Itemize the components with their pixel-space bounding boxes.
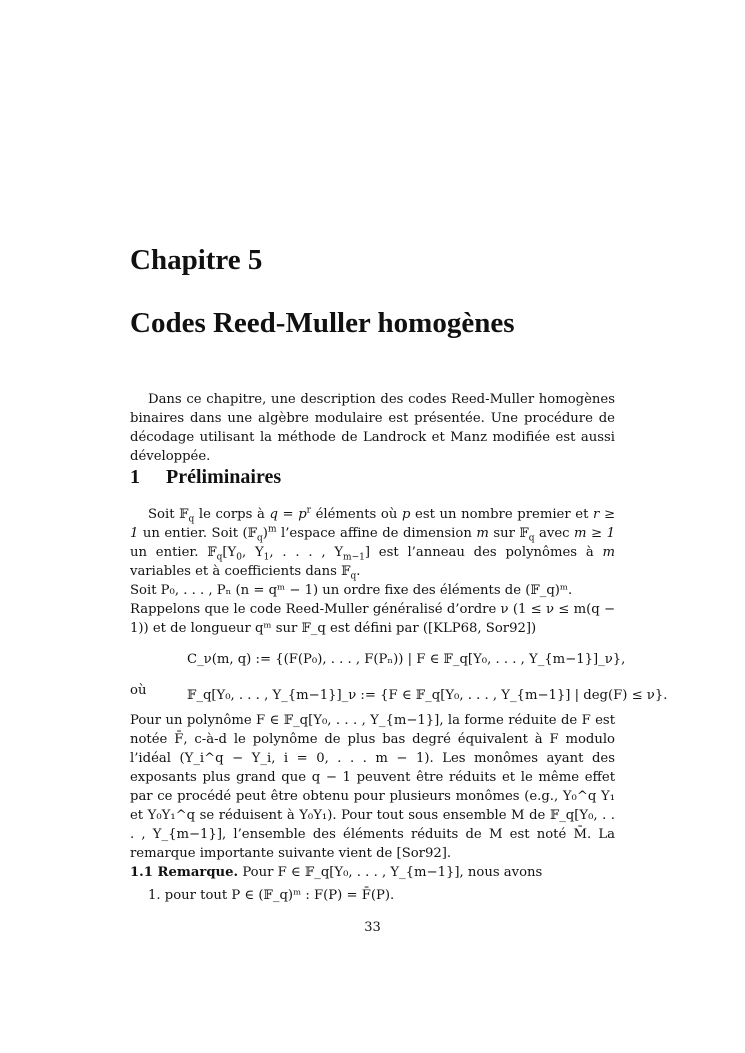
p1-seg: ): [262, 526, 268, 541]
chapter-number: Chapitre 5: [130, 244, 263, 276]
p1-seg: r: [306, 505, 311, 516]
list-item: 1. pour tout P ∈ (𝔽_q)ᵐ : F(P) = F̄(P).: [148, 888, 395, 903]
p1-seg: q: [188, 514, 195, 525]
p1-seg: q: [216, 552, 223, 563]
p1-seg: q: [257, 533, 263, 544]
p1-seg: 0: [236, 552, 242, 563]
p1-seg: m ≥ 1: [574, 526, 615, 541]
paragraph-3: Rappelons que le code Reed-Muller généralisé d’ordre ν (1 ≤ ν ≤ m(q − 1)) et de longueur qᵐ sur 𝔽_q est défini par ([KLP68, Sor92]): [130, 602, 615, 636]
paragraph-2: Soit P₀, . . . , Pₙ (n = qᵐ − 1) un ordre fixe des éléments de (𝔽_q)ᵐ.: [130, 583, 573, 598]
section-number: 1: [130, 466, 140, 488]
p1-seg: m: [267, 524, 277, 535]
p1-seg: 1: [263, 552, 270, 563]
equation-1: C_ν(m, q) := {(F(P₀), . . . , F(Pₙ)) | F ∈ 𝔽_q[Y₀, . . . , Y_{m−1}]_ν},: [187, 652, 626, 667]
p1-seg: p: [401, 507, 411, 522]
p1-seg: éléments où: [310, 507, 402, 522]
p1-seg: est un nombre premier et: [410, 507, 594, 522]
remark: [130, 863, 615, 882]
p1-seg: sur 𝔽: [488, 526, 529, 541]
p1-seg: .: [356, 564, 361, 579]
p1-seg: [Y: [222, 545, 237, 560]
section-heading: [130, 466, 281, 489]
p1-seg: m: [476, 526, 489, 541]
p1-seg: m: [602, 545, 615, 560]
abstract: Dans ce chapitre, une description des codes Reed-Muller homogènes binaires dans une algèbre modulaire est présentée. Une procédure de décodage utilisant la méthode de Landrock et Manz modifiée est aussi développée.: [130, 392, 615, 464]
p1-seg: Soit 𝔽: [148, 507, 189, 522]
p1-seg: , . . . , Y: [269, 545, 344, 560]
p1-seg: un entier. Soit (𝔽: [138, 526, 258, 541]
ou-label: où: [130, 683, 147, 698]
chapter-title: Codes Reed-Muller homogènes: [130, 307, 515, 339]
p1-seg: avec: [534, 526, 575, 541]
p1-seg: le corps à: [194, 507, 270, 522]
p1-seg: variables et à coefficients dans 𝔽: [130, 564, 351, 579]
p1-seg: r ≥ 1: [130, 507, 615, 541]
p1-seg: q: [350, 571, 357, 582]
remark-label: 1.1 Remarque.: [130, 865, 239, 880]
section-body: [130, 505, 668, 905]
p1-seg: l’espace affine de dimension: [276, 526, 477, 541]
paragraph-4: Pour un polynôme F ∈ 𝔽_q[Y₀, . . . , Y_{m−1}], la forme réduite de F est notée F̄, c-à-d le polynôme de plus bas degré équivalent à F modulo l’idéal (Y_i^q − Y_i, i = 0, . . . m − 1). Les monômes ayant des exposants plus grand que q − 1 peuvent être réduits et le même effet par ce procédé peut être obtenu pour plusieurs monômes (e.g., Y₀^q Y₁ et Y₀Y₁^q se réduisent à Y₀Y₁). Pour tout sous ensemble M de 𝔽_q[Y₀, . . . , Y_{m−1}], l’ensemble des éléments réduits de M est noté M̄. La remarque importante suivante vient de [Sor92].: [130, 713, 615, 861]
remark-text: Pour F ∈ 𝔽_q[Y₀, . . . , Y_{m−1}], nous avons: [238, 865, 543, 880]
p1-seg: q = p: [269, 507, 307, 522]
p1-seg: q: [528, 533, 535, 544]
p1-seg: , Y: [241, 545, 264, 560]
p1-seg: ] est l’anneau des polynômes à: [364, 545, 603, 560]
p1-seg: m−1: [343, 552, 365, 563]
paragraph-1: [130, 505, 615, 581]
p1-seg: un entier. 𝔽: [130, 545, 217, 560]
equation-2: 𝔽_q[Y₀, . . . , Y_{m−1}]_ν := {F ∈ 𝔽_q[Y₀, . . . , Y_{m−1}] | deg(F) ≤ ν}.: [187, 688, 668, 703]
page-number: 33: [364, 920, 381, 935]
section-title: Préliminaires: [166, 466, 282, 488]
